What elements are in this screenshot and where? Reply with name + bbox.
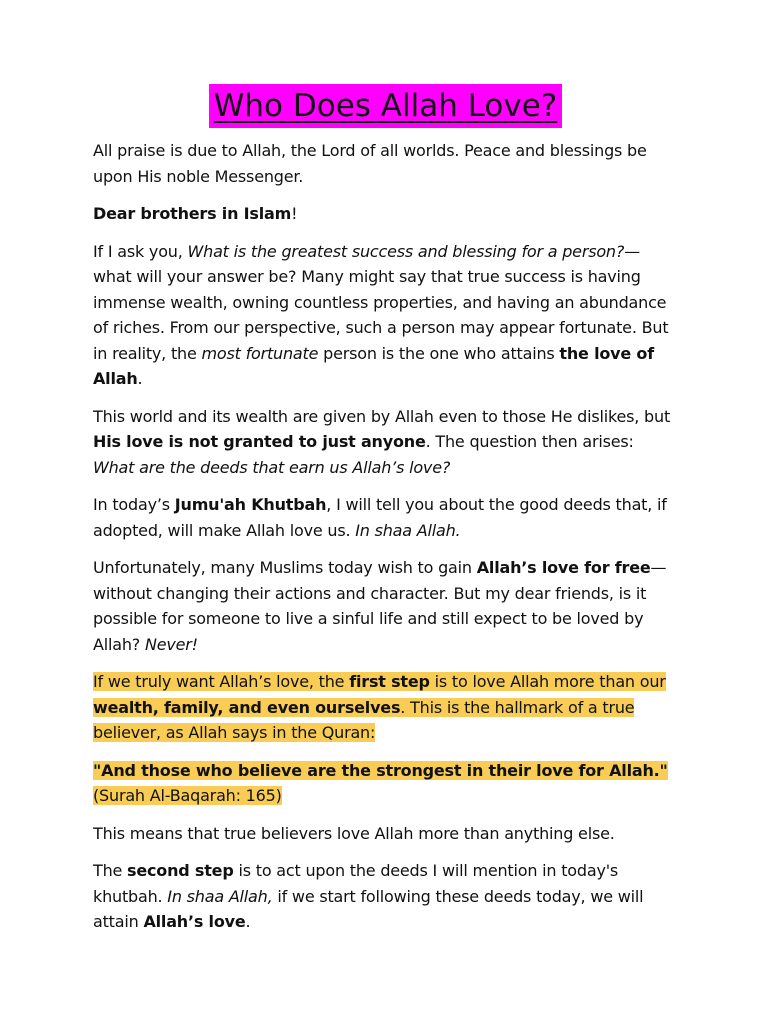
highlighted-text [93,672,666,742]
bold-phrase: wealth, family, and even ourselves [93,697,401,717]
paragraph-meaning: This means that true believers love Allah more than anything else. [93,823,615,843]
paragraph-khutbah-intro [93,492,678,543]
greeting-bold: Dear brothers in Islam [93,204,292,223]
text-run: person is the one who attains [318,343,560,363]
text-run: is to act upon the deeds I will mention in today's khutbah. [93,861,619,906]
bold-phrase: first step [349,672,430,691]
text-run: . [245,912,251,931]
italic-phrase: In shaa Allah. [355,520,461,540]
paragraph-first-step [93,669,678,746]
text-run: if we start following these deeds today, we will attain [93,886,644,931]
text-run: is to love Allah more than our [429,672,666,691]
text-run: If I ask you, [93,241,188,261]
quote-bold: "And those who believe are the strongest in their love for Allah." [93,760,668,780]
text-run: . The question then arises: [425,432,634,451]
text-run: The [93,861,128,880]
bold-phrase: Jumu'ah Khutbah [174,495,327,514]
text-run: , I will tell you about the good deeds that, if adopted, will make Allah love us. [93,495,667,540]
highlighted-text [93,761,668,806]
text-run: . This is the hallmark of a true believer, as Allah says in the Quran: [93,697,635,742]
bold-phrase: the love of Allah [93,343,654,388]
italic-question: What is the greatest success and blessing for a person? [187,241,625,261]
text-run: Unfortunately, many Muslims today wish to gain [93,558,477,577]
paragraph-quran-quote [93,758,678,809]
bold-phrase: Allah’s love [143,912,246,931]
bold-phrase: second step [127,861,234,880]
text-run: This world and its wealth are given by Allah even to those He dislikes, but [93,406,671,426]
quote-reference: (Surah Al-Baqarah: 165) [93,786,282,805]
paragraph-world-wealth [93,404,678,481]
page-title: Who Does Allah Love? [209,84,563,128]
paragraph-second-step [93,858,678,935]
paragraph-greatest-success [93,239,678,392]
italic-phrase: Never! [144,634,198,654]
paragraph-greeting [93,201,678,227]
greeting-tail: ! [291,204,298,223]
text-run: —without changing their actions and character. But my dear friends, is it possible for someone to live a sinful life and still expect to be loved by Allah? [93,558,667,654]
paragraph-love-for-free [93,555,678,657]
text-run: In today’s [93,495,175,514]
italic-question: What are the deeds that earn us Allah’s love? [93,457,451,477]
italic-phrase: most fortunate [201,343,319,363]
bold-phrase: Allah’s love for free [476,558,651,577]
title-container [93,84,678,128]
text-run: . [137,369,143,388]
bold-phrase: His love is not granted to just anyone [93,432,426,451]
text-run: If we truly want Allah’s love, the [93,672,350,691]
text-run: —what will your answer be? Many might say that true success is having immense wealth, owning countless properties, and having an abundance of riches. From our perspective, such a person may appear fortunate. But in reality, the [93,241,669,363]
paragraph-praise: All praise is due to Allah, the Lord of all worlds. Peace and blessings be upon His noble Messenger. [93,141,647,186]
italic-phrase: In shaa Allah, [167,886,273,906]
